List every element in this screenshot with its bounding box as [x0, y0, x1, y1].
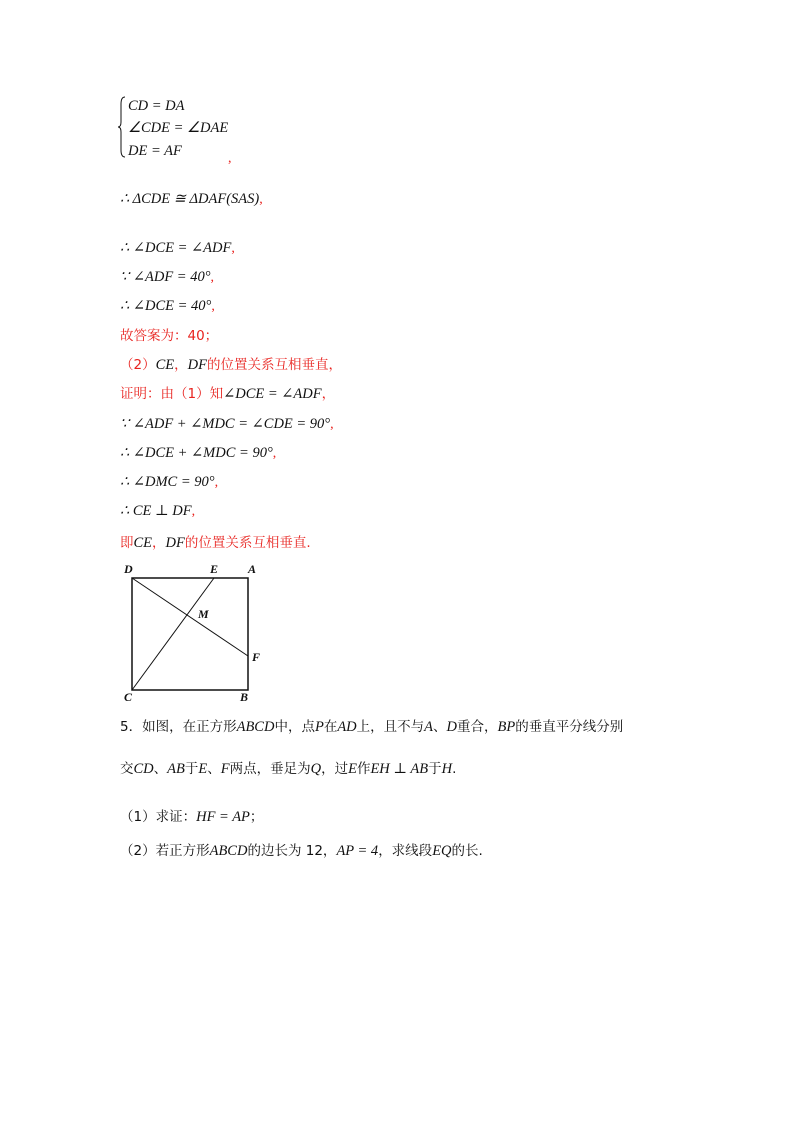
step-2-comma: , — [210, 270, 215, 285]
q2-prefix: （2）若正方形 — [120, 843, 210, 859]
congruence-line — [120, 190, 263, 209]
square-figure — [118, 560, 278, 705]
label-d: D — [124, 562, 133, 576]
segment-df — [132, 578, 248, 656]
p5-p: P — [314, 719, 324, 735]
part-2-suffix: 的位置关系互相垂直， — [206, 357, 342, 373]
proof-step-2-math: ∴ ∠DCE + ∠MDC = 90° — [120, 445, 273, 461]
p5-t8: 交 — [120, 761, 134, 777]
p5-d: D — [446, 719, 457, 735]
question-2 — [120, 842, 483, 860]
q2-ap: AP = 4 — [336, 843, 379, 859]
part-2-statement — [120, 356, 342, 374]
step-3-math: ∴ ∠DCE = 40° — [120, 298, 212, 314]
step-1 — [120, 239, 235, 258]
q2-abcd: ABCD — [209, 843, 248, 859]
step-2-math: ∵ ∠ADF = 40° — [120, 269, 211, 285]
p5-t5: 、 — [433, 719, 447, 735]
label-b: B — [240, 690, 249, 704]
congruence-comma: , — [259, 192, 263, 207]
conclusion-prefix: 即 — [120, 535, 134, 551]
label-c: C — [124, 690, 133, 704]
proof-step-3-math: ∴ ∠DMC = 90° — [120, 474, 215, 490]
step-3-comma: , — [211, 299, 215, 314]
proof-intro-comma: ， — [321, 386, 336, 402]
p5-cd: CD — [133, 761, 154, 777]
part-2-prefix: （2） — [120, 357, 156, 373]
system-brace — [118, 96, 126, 158]
step-2 — [120, 268, 214, 287]
segment-ce — [132, 578, 214, 690]
p5-t6: 重合， — [457, 719, 498, 735]
system-comma: , — [228, 151, 232, 166]
q2-t2: ，求线段 — [378, 843, 433, 859]
p5-t2: 中，点 — [274, 719, 315, 735]
conclusion-df: DF — [165, 535, 185, 551]
p5-e2: E — [348, 761, 357, 777]
p5-t7: 的垂直平分线分别 — [515, 719, 624, 735]
p5-t13: ，过 — [321, 761, 349, 777]
p5-t14: 作 — [356, 761, 371, 777]
question-1 — [120, 808, 263, 826]
part-2-sep: ， — [174, 357, 188, 373]
p5-t4: 上，且不与 — [356, 719, 425, 735]
q1-suffix: ； — [249, 809, 264, 825]
proof-step-4 — [120, 502, 195, 521]
problem-5-line-2 — [120, 760, 456, 778]
p5-e: E — [198, 761, 208, 777]
problem-5-number: 5． — [120, 719, 143, 735]
q2-t3: 的长. — [451, 843, 483, 859]
proof-step-2-comma: , — [272, 446, 277, 461]
system-line-1: CD = DA — [128, 98, 185, 114]
congruence-math: ∴ ΔCDE ≅ ΔDAF(SAS) — [120, 191, 260, 207]
proof-intro — [120, 385, 335, 403]
q2-t1: 的边长为 12， — [247, 843, 337, 859]
proof-step-2 — [120, 444, 276, 463]
proof-step-4-comma: , — [191, 504, 196, 519]
conclusion-sep: ， — [152, 535, 166, 551]
step-3 — [120, 297, 215, 316]
system-line-2: ∠CDE = ∠DAE — [128, 120, 229, 136]
proof-step-3-comma: , — [214, 475, 219, 490]
p5-bp: BP — [497, 719, 516, 735]
proof-step-3 — [120, 473, 218, 492]
p5-t15: 于 — [428, 761, 442, 777]
label-f: F — [252, 650, 261, 664]
p5-t16: . — [452, 761, 457, 777]
q1-prefix: （1）求证： — [120, 809, 197, 825]
problem-5-line-1 — [120, 718, 623, 736]
p5-t12: 两点，垂足为 — [229, 761, 311, 777]
p5-t1: 如图，在正方形 — [142, 719, 237, 735]
square-abcd — [132, 578, 248, 690]
p5-h: H — [441, 761, 453, 777]
conclusion — [120, 534, 311, 552]
q1-math: HF = AP — [196, 809, 250, 825]
proof-step-4-math: ∴ CE ⊥ DF — [120, 503, 192, 519]
part-2-ce: CE — [155, 357, 175, 373]
p5-t11: 、 — [207, 761, 221, 777]
label-e: E — [210, 562, 219, 576]
conclusion-ce: CE — [133, 535, 153, 551]
q2-eq: EQ — [432, 843, 452, 859]
system-line-3: DE = AF — [128, 143, 182, 159]
p5-a: A — [424, 719, 434, 735]
label-a: A — [248, 562, 257, 576]
p5-f: F — [220, 761, 230, 777]
proof-step-1-comma: , — [330, 417, 334, 432]
conclusion-suffix: 的位置关系互相垂直. — [184, 535, 311, 551]
p5-t9: 、 — [153, 761, 168, 777]
p5-ad: AD — [337, 719, 357, 735]
proof-intro-math: ∠DCE = ∠ADF — [223, 386, 322, 402]
p5-eh: EH ⊥ AB — [370, 761, 429, 777]
proof-intro-text: 证明：由（1）知 — [120, 386, 224, 402]
p5-t10: 于 — [184, 761, 199, 777]
p5-q: Q — [310, 761, 322, 777]
p5-abcd: ABCD — [236, 719, 275, 735]
step-1-comma: , — [231, 241, 235, 256]
answer-1: 故答案为：40； — [120, 328, 219, 344]
step-1-math: ∴ ∠DCE = ∠ADF — [120, 240, 232, 256]
label-m: M — [198, 607, 209, 621]
part-2-df: DF — [187, 357, 207, 373]
proof-step-1-math: ∵ ∠ADF + ∠MDC = ∠CDE = 90° — [120, 416, 331, 432]
p5-ab: AB — [167, 761, 185, 777]
p5-t3: 在 — [323, 719, 338, 735]
proof-step-1 — [120, 415, 334, 434]
